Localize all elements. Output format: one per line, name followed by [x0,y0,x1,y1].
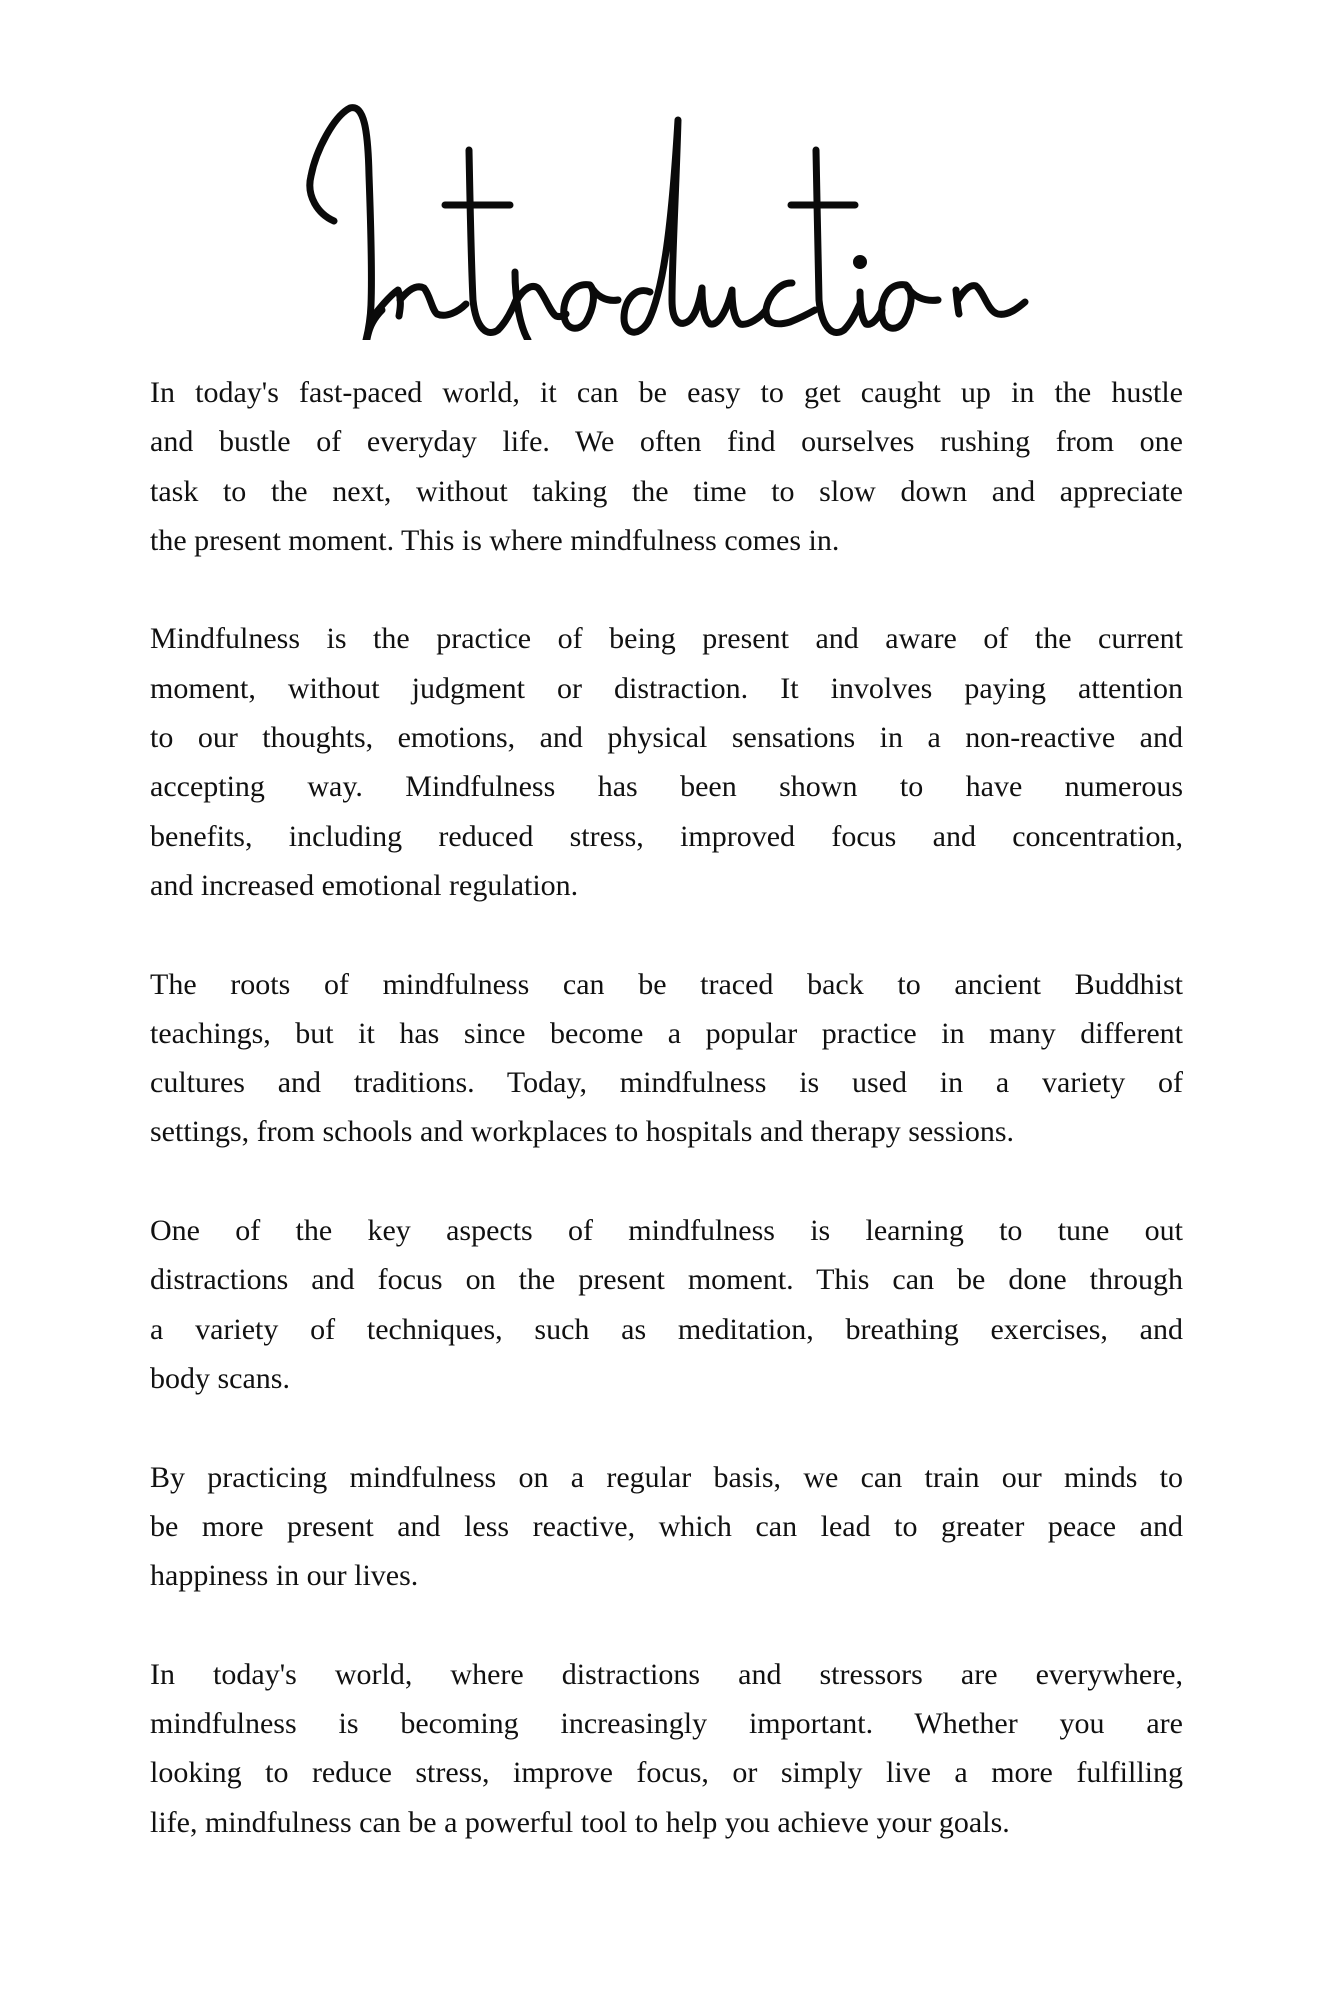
text-line: body scans. [150,1361,290,1395]
script-title-lettering [0,0,1333,340]
text-line: task to the next, without taking the time to slow down and appreciate [150,474,1183,508]
paragraph-6 [150,1650,1183,1847]
text-line: and bustle of everyday life. We often find ourselves rushing from one [150,425,1183,459]
text-line: settings, from schools and workplaces to hospitals and therapy sessions. [150,1115,1015,1149]
paragraph-3 [150,960,1183,1157]
paragraph-4 [150,1206,1183,1403]
text-line: life, mindfulness can be a powerful tool to help you achieve your goals. [150,1805,1010,1839]
text-line: mindfulness is becoming increasingly important. Whether you are [150,1707,1183,1741]
text-line: By practicing mindfulness on a regular basis, we can train our minds to [150,1460,1183,1494]
text-line: teachings, but it has since become a popular practice in many different [150,1016,1183,1050]
paragraph-2 [150,614,1183,910]
text-line: One of the key aspects of mindfulness is learning to tune out [150,1214,1183,1248]
text-line: looking to reduce stress, improve focus, or simply live a more fulfilling [150,1756,1183,1790]
text-line: be more present and less reactive, which can lead to greater peace and [150,1509,1183,1543]
paragraph-1 [150,368,1183,565]
text-line: a variety of techniques, such as meditation, breathing exercises, and [150,1312,1183,1346]
body-text [150,368,1183,1896]
text-line: Mindfulness is the practice of being present and aware of the current [150,622,1183,656]
text-line: distractions and focus on the present moment. This can be done through [150,1263,1183,1297]
text-line: and increased emotional regulation. [150,868,579,902]
text-line: benefits, including reduced stress, improved focus and concentration, [150,819,1183,853]
text-line: cultures and traditions. Today, mindfulness is used in a variety of [150,1066,1183,1100]
text-line: accepting way. Mindfulness has been shown to have numerous [150,770,1183,804]
text-line: In today's fast-paced world, it can be easy to get caught up in the hustle [150,376,1183,409]
text-line: happiness in our lives. [150,1559,419,1593]
paragraph-5 [150,1453,1183,1601]
text-line: the present moment. This is where mindfulness comes in. [150,523,840,557]
text-line: to our thoughts, emotions, and physical sensations in a non-reactive and [150,721,1183,755]
page-title [0,0,1333,340]
text-line: In today's world, where distractions and stressors are everywhere, [150,1657,1183,1691]
text-line: moment, without judgment or distraction. It involves paying attention [150,671,1183,705]
text-line: The roots of mindfulness can be traced back to ancient Buddhist [150,967,1183,1001]
